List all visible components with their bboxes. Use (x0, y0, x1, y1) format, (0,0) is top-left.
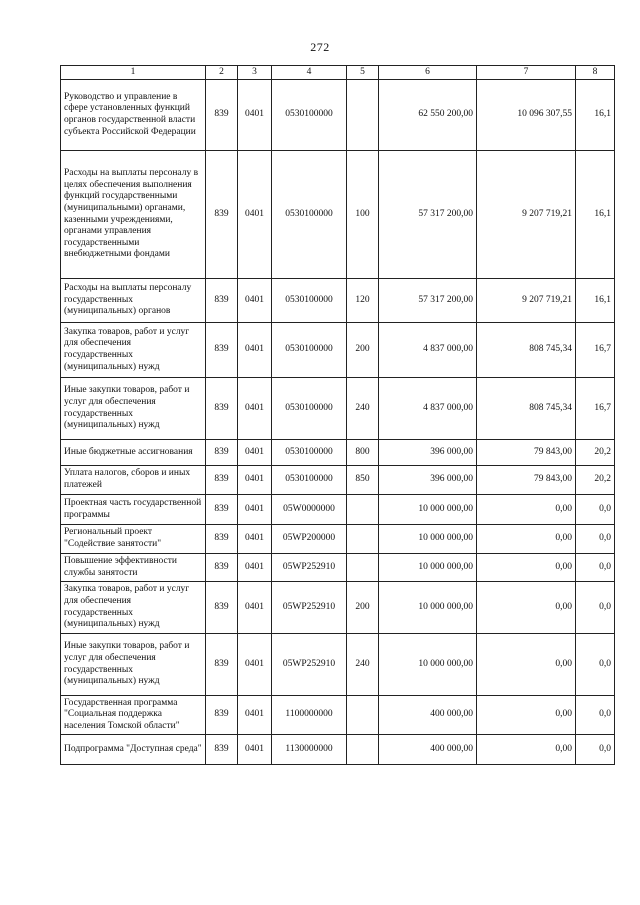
row-fact-amount: 0,00 (477, 696, 576, 735)
row-target-code: 05WP252910 (272, 554, 347, 582)
row-ved-code: 839 (206, 696, 238, 735)
row-expense-kind: 120 (347, 279, 379, 323)
row-target-code: 0530100000 (272, 151, 347, 279)
row-section-code: 0401 (238, 582, 272, 634)
row-plan-amount: 400 000,00 (379, 696, 477, 735)
row-target-code: 1130000000 (272, 735, 347, 765)
row-section-code: 0401 (238, 378, 272, 440)
row-fact-amount: 79 843,00 (477, 440, 576, 466)
row-plan-amount: 396 000,00 (379, 466, 477, 495)
row-ved-code: 839 (206, 323, 238, 378)
row-percent: 0,0 (576, 495, 615, 525)
row-ved-code: 839 (206, 495, 238, 525)
row-fact-amount: 808 745,34 (477, 378, 576, 440)
row-section-code: 0401 (238, 151, 272, 279)
table-row (61, 466, 615, 495)
row-fact-amount: 9 207 719,21 (477, 151, 576, 279)
row-expense-kind (347, 495, 379, 525)
row-fact-amount: 0,00 (477, 525, 576, 554)
row-expense-kind: 200 (347, 323, 379, 378)
row-plan-amount: 400 000,00 (379, 735, 477, 765)
row-target-code: 0530100000 (272, 323, 347, 378)
row-percent: 0,0 (576, 525, 615, 554)
column-header: 3 (238, 66, 272, 80)
row-percent: 0,0 (576, 582, 615, 634)
row-fact-amount: 79 843,00 (477, 466, 576, 495)
row-plan-amount: 4 837 000,00 (379, 378, 477, 440)
row-name: Иные закупки товаров, работ и услуг для обеспечения государственных (муниципальных) нужд (61, 634, 206, 696)
row-fact-amount: 0,00 (477, 582, 576, 634)
row-fact-amount: 0,00 (477, 634, 576, 696)
row-expense-kind: 100 (347, 151, 379, 279)
table-row (61, 378, 615, 440)
row-section-code: 0401 (238, 525, 272, 554)
row-name: Повышение эффективности службы занятости (61, 554, 206, 582)
row-section-code: 0401 (238, 80, 272, 151)
row-ved-code: 839 (206, 525, 238, 554)
table-row (61, 80, 615, 151)
row-percent: 16,7 (576, 323, 615, 378)
row-section-code: 0401 (238, 323, 272, 378)
row-plan-amount: 10 000 000,00 (379, 554, 477, 582)
row-expense-kind (347, 735, 379, 765)
row-name: Подпрограмма "Доступная среда" (61, 735, 206, 765)
table-row (61, 440, 615, 466)
row-percent: 0,0 (576, 554, 615, 582)
row-ved-code: 839 (206, 440, 238, 466)
row-plan-amount: 4 837 000,00 (379, 323, 477, 378)
header-row (61, 66, 615, 80)
row-expense-kind (347, 554, 379, 582)
row-percent: 16,1 (576, 279, 615, 323)
row-target-code: 05W0000000 (272, 495, 347, 525)
table-row (61, 525, 615, 554)
row-fact-amount: 0,00 (477, 554, 576, 582)
row-name: Иные закупки товаров, работ и услуг для обеспечения государственных (муниципальных) нужд (61, 378, 206, 440)
row-section-code: 0401 (238, 495, 272, 525)
row-expense-kind: 240 (347, 634, 379, 696)
table-row (61, 495, 615, 525)
row-target-code: 0530100000 (272, 440, 347, 466)
row-percent: 20,2 (576, 440, 615, 466)
column-header: 5 (347, 66, 379, 80)
row-section-code: 0401 (238, 634, 272, 696)
row-section-code: 0401 (238, 735, 272, 765)
row-fact-amount: 808 745,34 (477, 323, 576, 378)
row-name: Закупка товаров, работ и услуг для обеспечения государственных (муниципальных) нужд (61, 323, 206, 378)
row-percent: 16,7 (576, 378, 615, 440)
row-target-code: 0530100000 (272, 466, 347, 495)
row-ved-code: 839 (206, 554, 238, 582)
row-name: Региональный проект "Содействие занятости" (61, 525, 206, 554)
row-fact-amount: 10 096 307,55 (477, 80, 576, 151)
row-fact-amount: 0,00 (477, 735, 576, 765)
table-row (61, 634, 615, 696)
row-expense-kind (347, 80, 379, 151)
budget-table (60, 65, 615, 765)
table-row (61, 279, 615, 323)
table-row (61, 323, 615, 378)
row-expense-kind (347, 525, 379, 554)
row-ved-code: 839 (206, 80, 238, 151)
row-fact-amount: 9 207 719,21 (477, 279, 576, 323)
row-target-code: 05WP252910 (272, 634, 347, 696)
row-name: Расходы на выплаты персоналу государственных (муниципальных) органов (61, 279, 206, 323)
row-fact-amount: 0,00 (477, 495, 576, 525)
column-header: 1 (61, 66, 206, 80)
row-percent: 0,0 (576, 634, 615, 696)
row-section-code: 0401 (238, 279, 272, 323)
page-number: 272 (310, 40, 330, 54)
table-row (61, 582, 615, 634)
row-target-code: 0530100000 (272, 279, 347, 323)
row-name: Закупка товаров, работ и услуг для обеспечения государственных (муниципальных) нужд (61, 582, 206, 634)
row-expense-kind: 240 (347, 378, 379, 440)
row-ved-code: 839 (206, 151, 238, 279)
row-plan-amount: 57 317 200,00 (379, 279, 477, 323)
row-name: Проектная часть государственной программы (61, 495, 206, 525)
row-percent: 16,1 (576, 151, 615, 279)
row-percent: 0,0 (576, 696, 615, 735)
row-name: Государственная программа "Социальная поддержка населения Томской области" (61, 696, 206, 735)
row-target-code: 0530100000 (272, 378, 347, 440)
row-plan-amount: 10 000 000,00 (379, 525, 477, 554)
row-target-code: 0530100000 (272, 80, 347, 151)
row-section-code: 0401 (238, 554, 272, 582)
row-ved-code: 839 (206, 735, 238, 765)
row-section-code: 0401 (238, 466, 272, 495)
row-plan-amount: 10 000 000,00 (379, 495, 477, 525)
row-name: Иные бюджетные ассигнования (61, 440, 206, 466)
table-row (61, 554, 615, 582)
row-percent: 16,1 (576, 80, 615, 151)
row-expense-kind: 800 (347, 440, 379, 466)
table-row (61, 151, 615, 279)
row-expense-kind: 850 (347, 466, 379, 495)
row-section-code: 0401 (238, 440, 272, 466)
row-target-code: 05WP252910 (272, 582, 347, 634)
row-target-code: 1100000000 (272, 696, 347, 735)
row-name: Руководство и управление в сфере установленных функций органов государственной власти субъекта Российской Федерации (61, 80, 206, 151)
row-expense-kind: 200 (347, 582, 379, 634)
row-percent: 20,2 (576, 466, 615, 495)
row-ved-code: 839 (206, 378, 238, 440)
row-target-code: 05WP200000 (272, 525, 347, 554)
row-plan-amount: 10 000 000,00 (379, 634, 477, 696)
row-name: Уплата налогов, сборов и иных платежей (61, 466, 206, 495)
row-plan-amount: 396 000,00 (379, 440, 477, 466)
row-expense-kind (347, 696, 379, 735)
row-name: Расходы на выплаты персоналу в целях обеспечения выполнения функций государственными (муниципальными) органами, казенными учреждениями, органами управления государственными внебюджетными фондами (61, 151, 206, 279)
row-plan-amount: 10 000 000,00 (379, 582, 477, 634)
table-row (61, 696, 615, 735)
column-header: 8 (576, 66, 615, 80)
row-ved-code: 839 (206, 634, 238, 696)
row-percent: 0,0 (576, 735, 615, 765)
table-row (61, 735, 615, 765)
row-section-code: 0401 (238, 696, 272, 735)
row-ved-code: 839 (206, 279, 238, 323)
row-plan-amount: 62 550 200,00 (379, 80, 477, 151)
row-ved-code: 839 (206, 466, 238, 495)
column-header: 2 (206, 66, 238, 80)
column-header: 4 (272, 66, 347, 80)
column-header: 6 (379, 66, 477, 80)
row-ved-code: 839 (206, 582, 238, 634)
row-plan-amount: 57 317 200,00 (379, 151, 477, 279)
column-header: 7 (477, 66, 576, 80)
